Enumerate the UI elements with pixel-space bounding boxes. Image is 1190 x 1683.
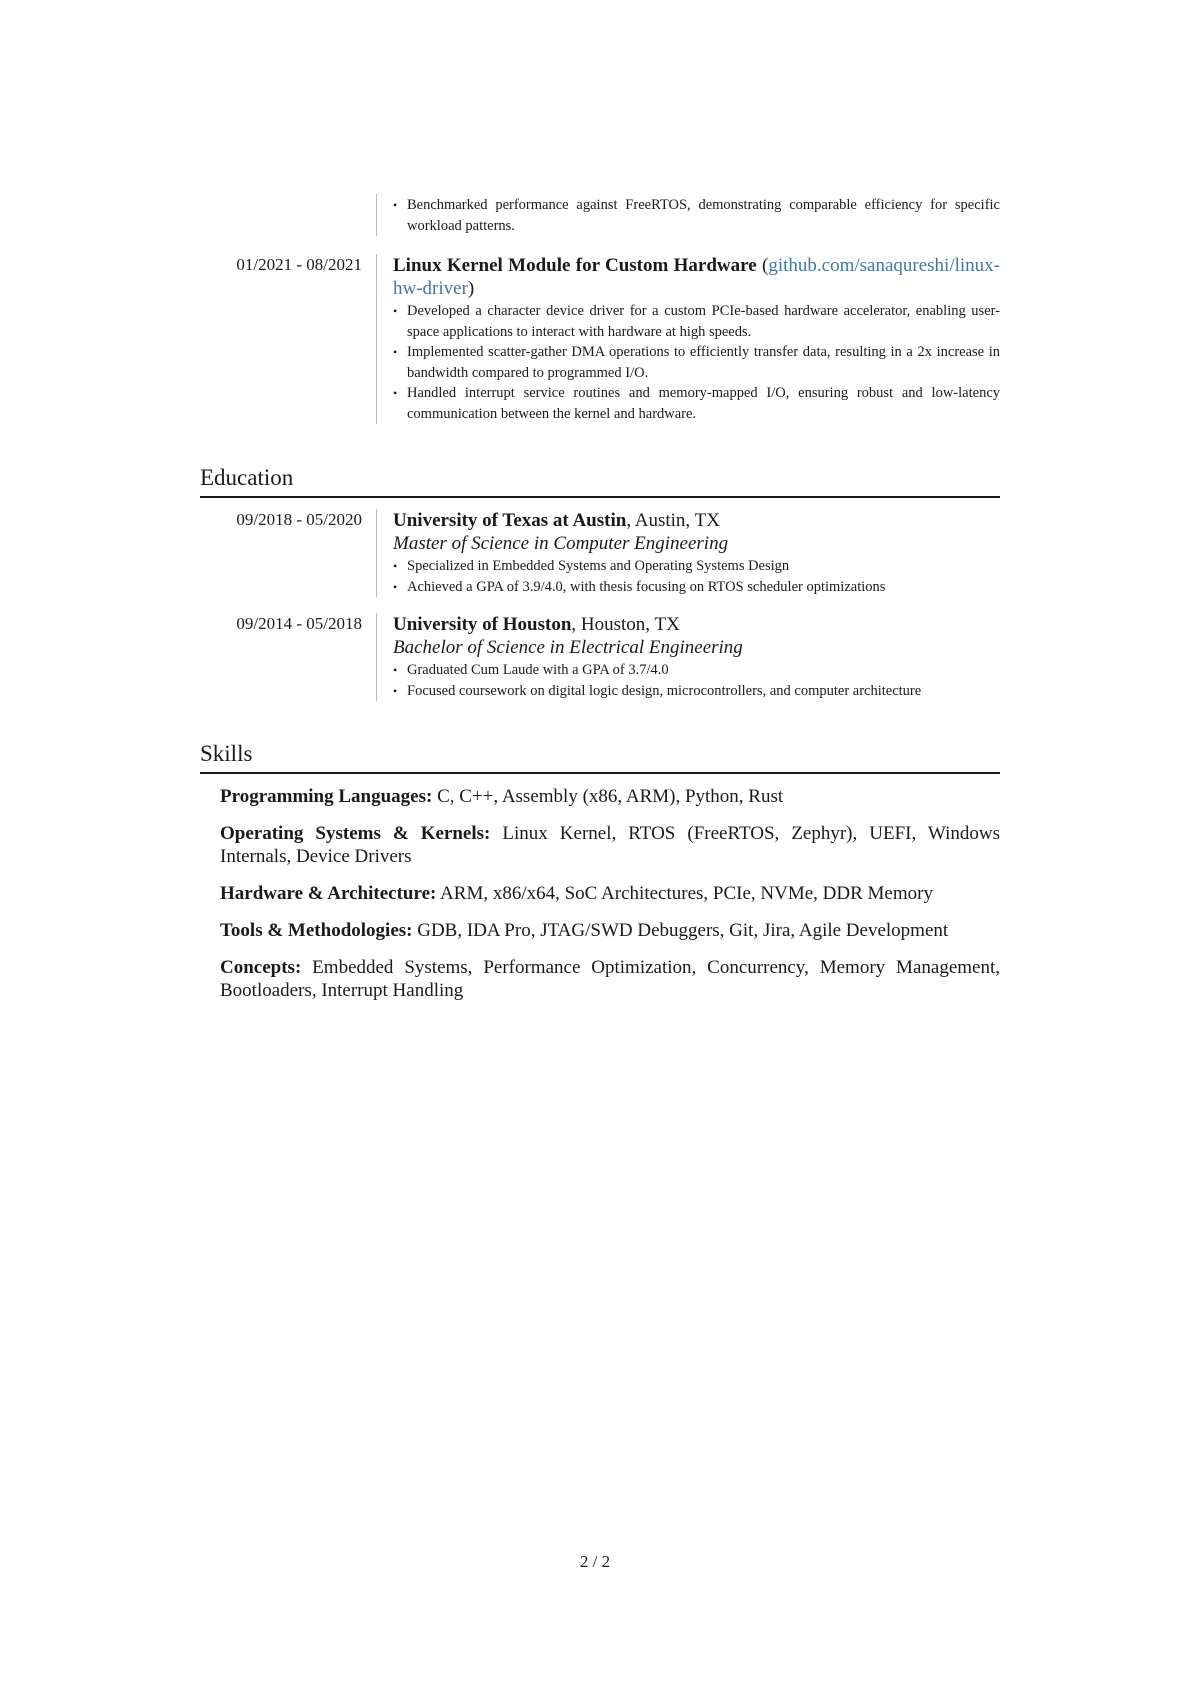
education-entry-ut-austin — [200, 509, 1000, 597]
education-bullets — [393, 660, 1000, 701]
project-continued-body — [376, 194, 1000, 236]
project-continued — [200, 194, 1000, 236]
project-continued-date — [200, 194, 376, 236]
section-heading-education: Education — [200, 464, 1000, 498]
project-continued-entry — [200, 194, 1000, 236]
skill-label: Hardware & Architecture: — [220, 883, 437, 904]
bullet-item: • Benchmarked performance against FreeRTOS, demonstrating comparable efficiency for specific workload patterns. — [393, 195, 1000, 236]
education-entry — [200, 613, 1000, 701]
education-entry — [200, 509, 1000, 597]
education-date: 09/2014 - 05/2018 — [236, 614, 362, 633]
page-number: 2 / 2 — [579, 1552, 611, 1571]
degree-name: Master of Science in Computer Engineering — [393, 533, 729, 554]
education-body — [376, 613, 1000, 701]
skill-value: ARM, x86/x64, SoC Architectures, PCIe, NVMe, DDR Memory — [436, 883, 933, 904]
skill-value: Linux Kernel, RTOS (FreeRTOS, Zephyr), UEFI, Windows Internals, Device Drivers — [220, 823, 1000, 867]
project-link-open: ( — [762, 255, 769, 276]
education-title-line — [393, 509, 1000, 532]
project-date: 01/2021 - 08/2021 — [236, 255, 362, 274]
skill-row — [220, 919, 1000, 942]
section-heading-skills: Skills — [200, 740, 1000, 774]
institution-location: , Austin, TX — [626, 510, 720, 531]
project-bullets — [393, 301, 1000, 424]
skill-row — [220, 785, 1000, 808]
education-bullets — [393, 556, 1000, 597]
skill-row — [220, 882, 1000, 905]
skill-value: C, C++, Assembly (x86, ARM), Python, Rust — [432, 786, 784, 807]
bullet-item: • Graduated Cum Laude with a GPA of 3.7/4.0 — [393, 660, 1000, 681]
skill-label: Tools & Methodologies: — [220, 920, 413, 941]
bullet-item: • Developed a character device driver for a custom PCIe-based hardware accelerator, enabling user-space applications to interact with hardware at high speeds. — [393, 301, 1000, 342]
project-continued-bullets — [393, 195, 1000, 236]
bullet-item: • Achieved a GPA of 3.9/4.0, with thesis focusing on RTOS scheduler optimizations — [393, 577, 1000, 598]
institution-location: , Houston, TX — [571, 614, 680, 635]
skill-row — [220, 822, 1000, 868]
project-title-line — [393, 254, 1000, 300]
skill-value: Embedded Systems, Performance Optimization, Concurrency, Memory Management, Bootloaders, Interrupt Handling — [220, 957, 1000, 1001]
skill-label: Concepts: — [220, 957, 302, 978]
skill-label: Operating Systems & Kernels: — [220, 823, 491, 844]
education-body — [376, 509, 1000, 597]
skills-list — [220, 785, 1000, 1016]
project-title: Linux Kernel Module for Custom Hardware — [393, 255, 757, 276]
skill-value: GDB, IDA Pro, JTAG/SWD Debuggers, Git, Jira, Agile Development — [412, 920, 949, 941]
skill-label: Programming Languages: — [220, 786, 433, 807]
bullet-item: • Implemented scatter-gather DMA operations to efficiently transfer data, resulting in a 2x increase in bandwidth compared to programmed I/O. — [393, 342, 1000, 383]
project-linux-kernel — [200, 254, 1000, 424]
bullet-item: • Focused coursework on digital logic design, microcontrollers, and computer architecture — [393, 681, 1000, 702]
skill-row — [220, 956, 1000, 1002]
bullet-item: • Specialized in Embedded Systems and Operating Systems Design — [393, 556, 1000, 577]
institution-name: University of Houston — [393, 614, 572, 635]
education-entry-u-houston — [200, 613, 1000, 701]
project-entry — [200, 254, 1000, 424]
project-link-close: ) — [467, 278, 475, 299]
institution-name: University of Texas at Austin — [393, 510, 627, 531]
degree-name: Bachelor of Science in Electrical Engineering — [393, 637, 743, 658]
project-link[interactable]: github.com/sanaqureshi/linux-hw-driver — [393, 255, 1000, 299]
education-date: 09/2018 - 05/2020 — [236, 510, 362, 529]
project-body — [376, 254, 1000, 424]
education-title-line — [393, 613, 1000, 636]
bullet-item: • Handled interrupt service routines and memory-mapped I/O, ensuring robust and low-latency communication between the kernel and hardware. — [393, 383, 1000, 424]
